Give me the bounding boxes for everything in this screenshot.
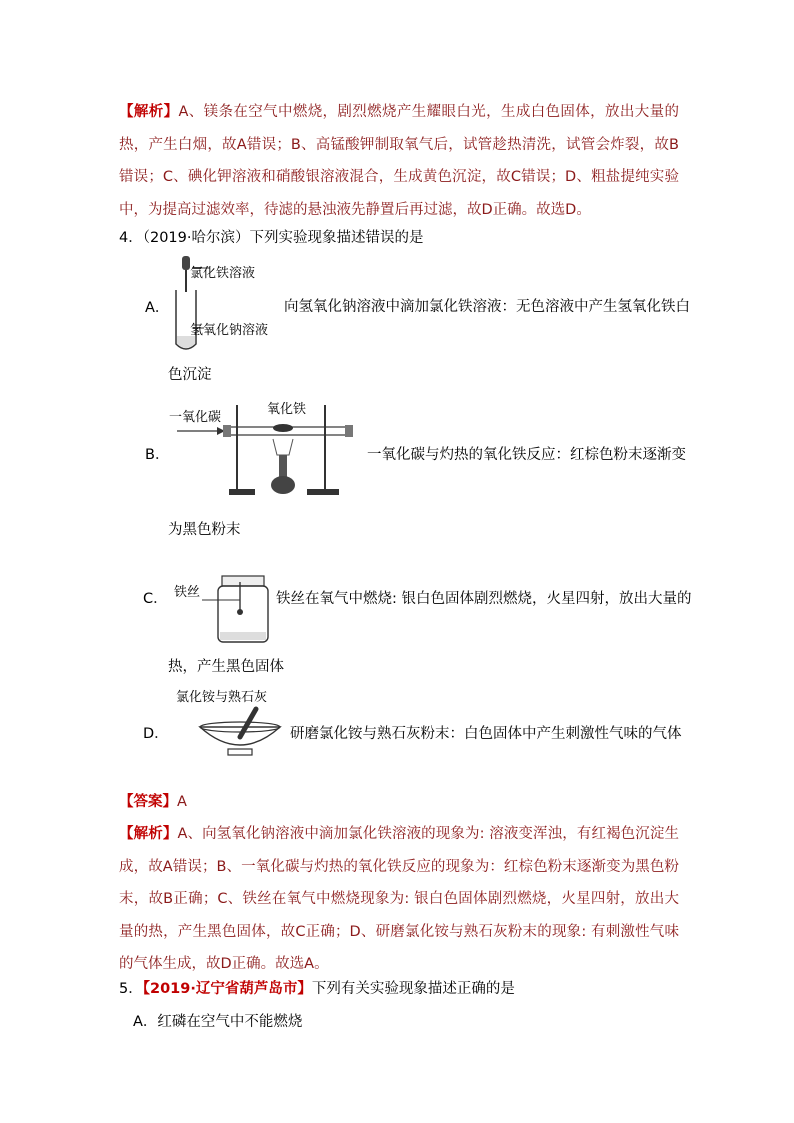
fig-label-iron-wire: 铁丝 (174, 585, 201, 600)
analysis-paragraph-prev (119, 96, 679, 226)
fig-label-carbon-monoxide: 一氧化碳 (169, 410, 222, 425)
q5-option-a: A．红磷在空气中不能燃烧 (133, 1014, 303, 1030)
fig-label-ferric-chloride: 氯化铁溶液 (190, 266, 256, 281)
burner-body (271, 476, 295, 494)
q4-option-a-text-1: 向氢氧化钠溶液中滴加氯化铁溶液：无色溶液中产生氢氧化铁白 (284, 299, 690, 315)
q4-analysis-paragraph (119, 818, 679, 981)
q4-analysis-text: A、向氢氧化钠溶液中滴加氯化铁溶液的现象为: 溶液变浑浊，有红褐色沉淀生成，故A错误；B、一氧化碳与灼热的氧化铁反应的现象为：红棕色粉末逐渐变为黑色粉末，故B正确；C、铁丝在氧气中燃烧现象为: 银白色固体剧烈燃烧，火星四射，放出大量的热，产生黑色固体，故C正确；D、研磨氯化铵与熟石灰粉末的现象: 有刺激性气味的气体生成，故D正确。故选A。 (119, 826, 679, 972)
q5-stem-text: 下列有关实验现象描述正确的是 (311, 981, 515, 997)
dropper-bulb (182, 256, 190, 270)
co-reduction-apparatus-figure (165, 395, 365, 500)
q4-option-b-letter: B． (145, 447, 170, 463)
iron-wire-oxygen-bottle-figure (170, 566, 280, 646)
analysis-tag: 【解析】 (119, 104, 179, 120)
stand-left-base (229, 489, 255, 495)
fig-label-sodium-hydroxide: 氢氧化钠溶液 (190, 323, 269, 338)
q5-source: 【2019·辽宁省葫芦岛市】 (142, 981, 312, 997)
q4-option-b-text-1: 一氧化碳与灼热的氧化铁反应：红棕色粉末逐渐变 (367, 447, 686, 463)
bottle-water (220, 632, 266, 640)
q4-option-d-letter: D． (143, 726, 169, 742)
q4-option-c-letter: C． (143, 591, 168, 607)
fig-label-ammonium-chloride-lime: 氯化铵与熟石灰 (176, 690, 268, 705)
q4-option-c-text-1: 铁丝在氧气中燃烧: 银白色固体剧烈燃烧，火星四射，放出大量的 (276, 591, 692, 607)
answer-tag: 【答案】 (119, 794, 177, 810)
pestle (240, 709, 256, 737)
iron-oxide-powder (273, 424, 293, 432)
mortar-foot (228, 749, 252, 755)
q4-option-a-text-2: 色沉淀 (168, 367, 212, 383)
fig-label-iron-oxide: 氧化铁 (267, 402, 307, 417)
burner-neck (279, 455, 287, 477)
flame (273, 439, 293, 455)
test-tube-dropper-figure (160, 252, 285, 357)
answer-value: A (177, 794, 187, 810)
analysis-text: A、镁条在空气中燃烧，剧烈燃烧产生耀眼白光，生成白色固体，放出大量的热，产生白烟，故A错误；B、高锰酸钾制取氧气后，试管趁热清洗，试管会炸裂，故B错误；C、碘化钾溶液和硝酸银溶液混合，生成黄色沉淀，故C错误；D、粗盐提纯实验中，为提高过滤效率，待滤的悬浊液先静置后再过滤，故D正确。故选D。 (119, 104, 679, 218)
bottle-lid (222, 576, 264, 586)
q4-stem: 4．（2019·哈尔滨）下列实验现象描述错误的是 (119, 230, 424, 246)
q5-stem (119, 977, 515, 998)
stand-right-base (307, 489, 339, 495)
q4-answer (119, 790, 187, 811)
burning-tip (237, 609, 243, 615)
q4-option-a-letter: A． (145, 300, 170, 316)
mortar-pestle-figure (170, 685, 290, 767)
q4-analysis-tag: 【解析】 (119, 826, 178, 842)
q4-option-c-text-2: 热，产生黑色固体 (168, 659, 284, 675)
q4-option-d-text: 研磨氯化铵与熟石灰粉末：白色固体中产生刺激性气味的气体 (290, 726, 682, 742)
q5-number: 5． (119, 981, 143, 997)
stopper-left (223, 425, 231, 437)
q4-option-b-text-2: 为黑色粉末 (168, 522, 241, 538)
stopper-right (345, 425, 353, 437)
